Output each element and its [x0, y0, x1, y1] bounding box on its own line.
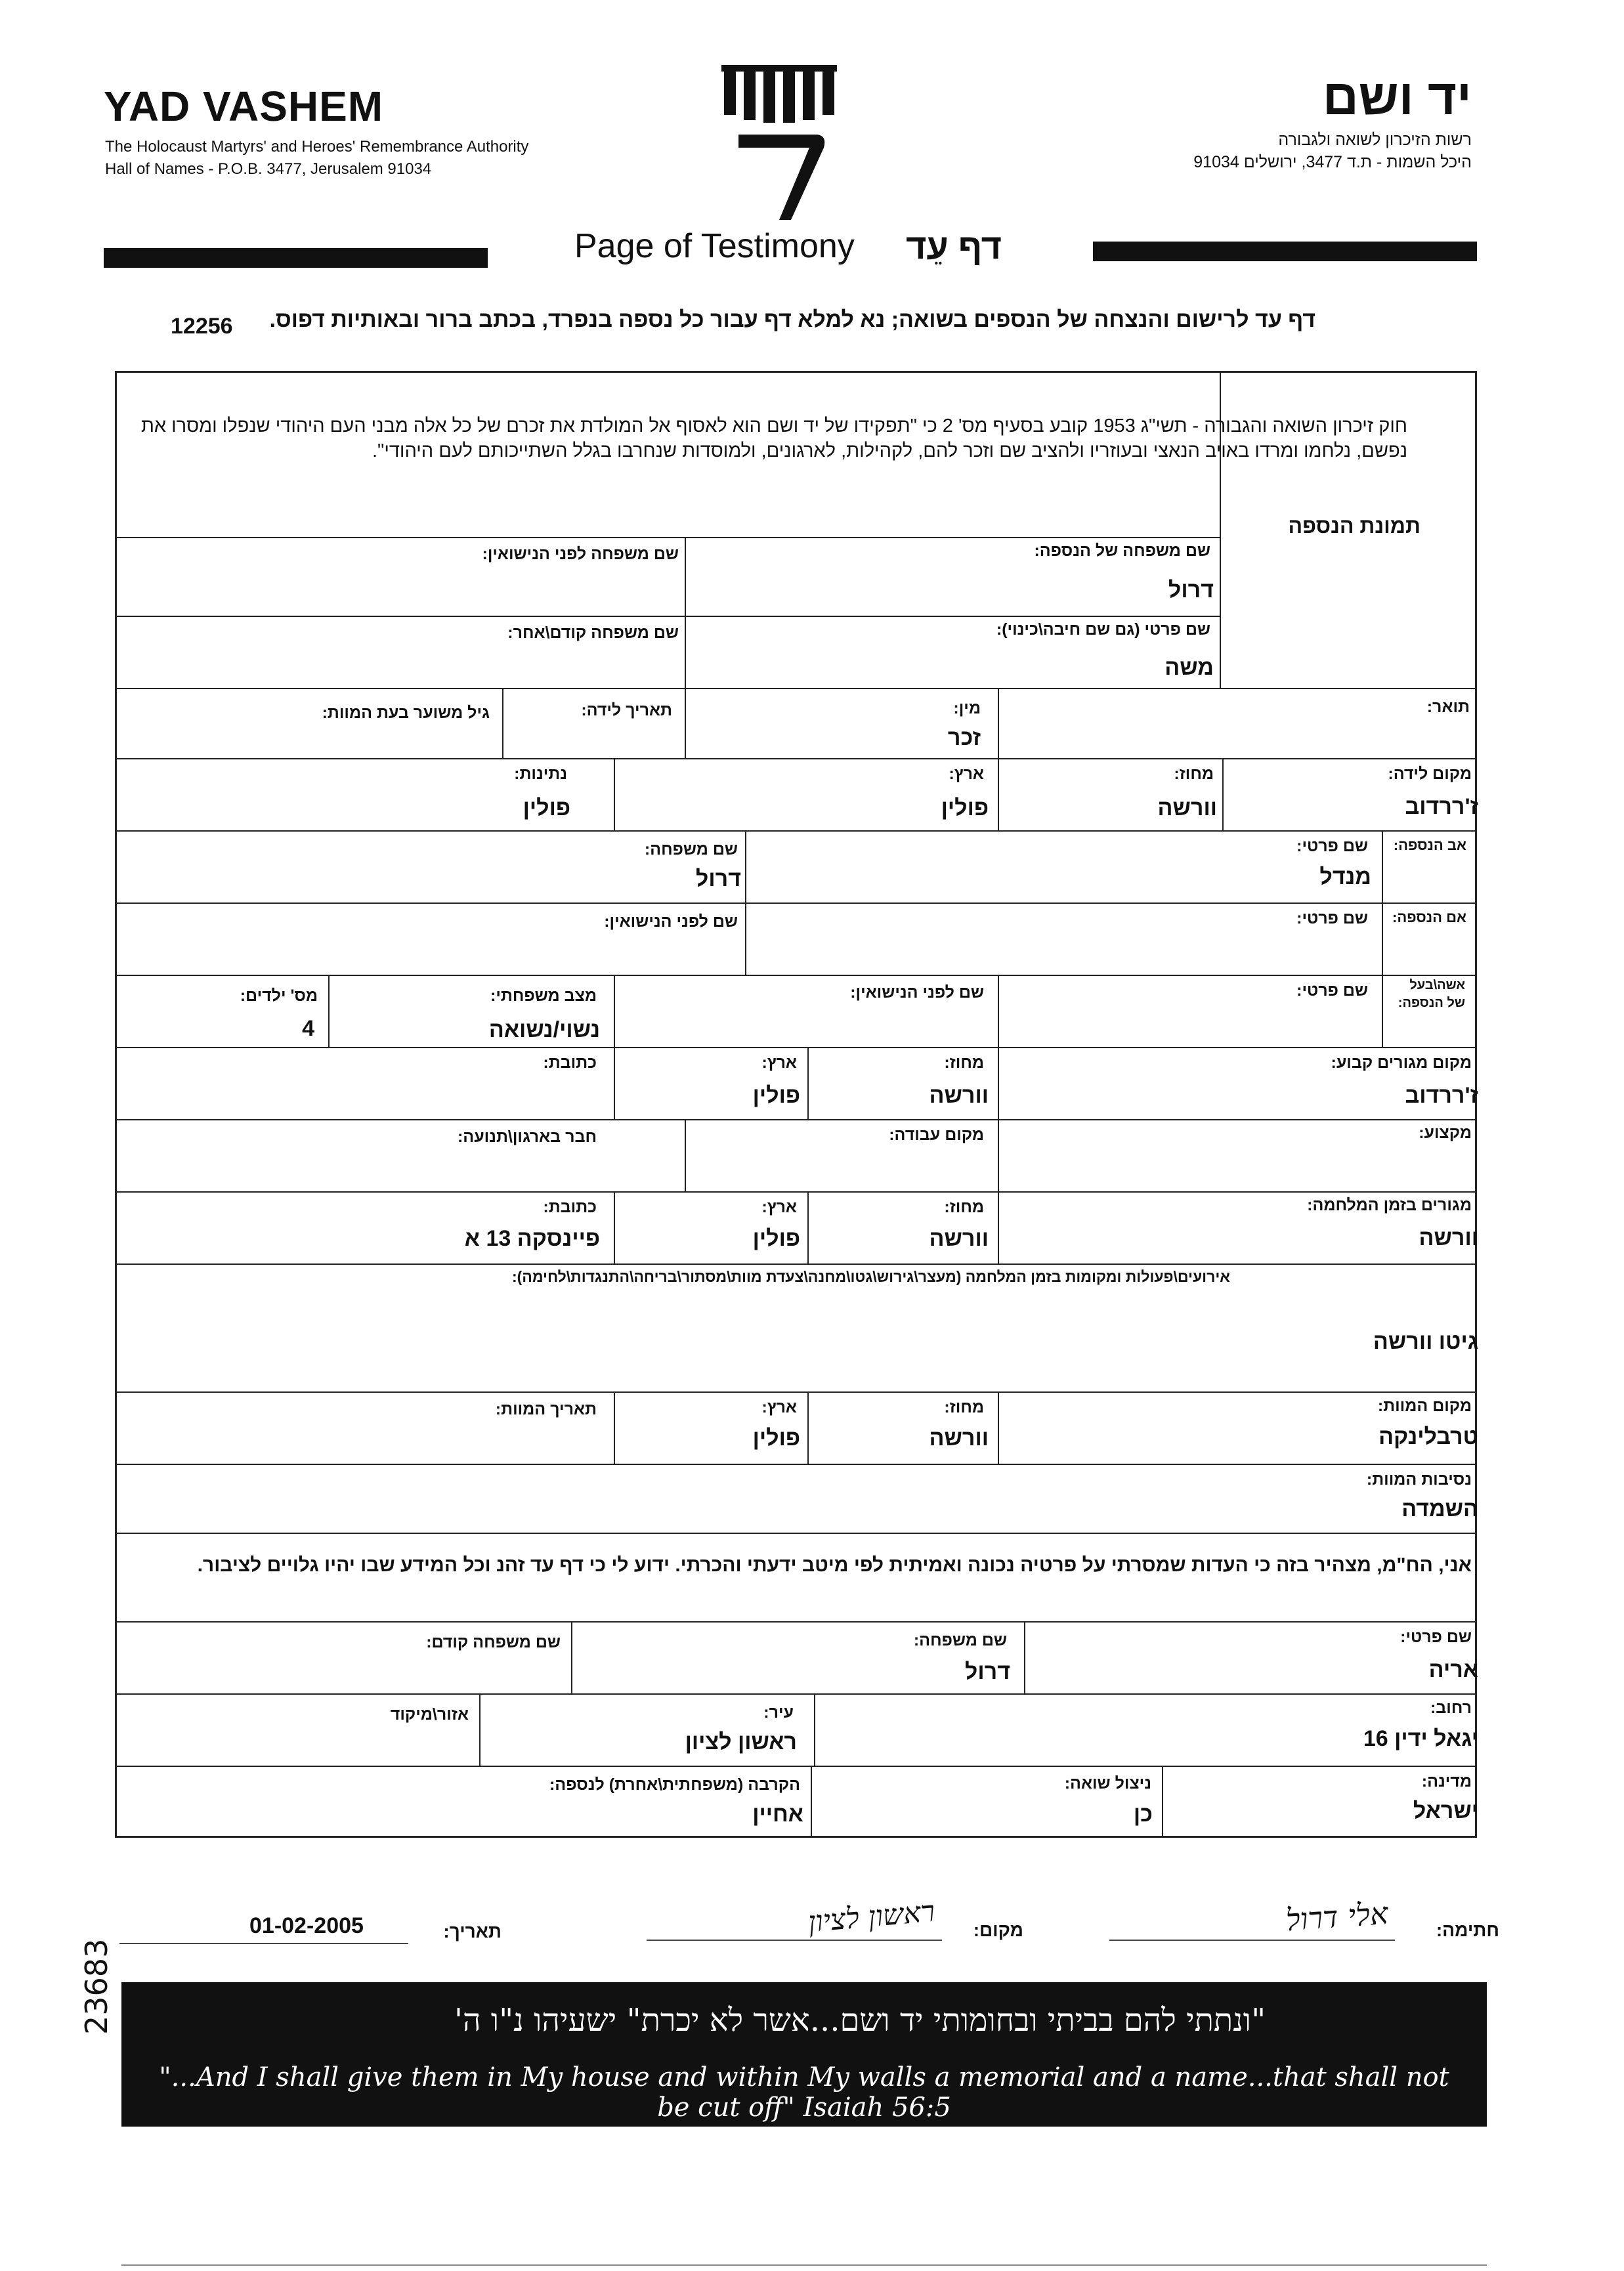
wartime-place-label: מגורים בזמן המלחמה:: [1307, 1196, 1472, 1214]
submitter-country-label: מדינה:: [1421, 1772, 1472, 1791]
residence-district: וורשה: [929, 1083, 989, 1108]
submitter-city: ראשון לציון: [685, 1730, 797, 1754]
footer-quote-box: [121, 1982, 1487, 2127]
page-title-he: דף עֵד: [906, 227, 1002, 266]
spouse-maiden-name-label: שם לפני הנישואין:: [850, 983, 984, 1002]
victim-family-name-label: שם משפחה של הנספה:: [1034, 541, 1210, 560]
nationality-label: נתינות:: [514, 765, 567, 783]
workplace-label: מקום עבודה:: [889, 1126, 984, 1144]
victim-gender-label: מין:: [953, 699, 981, 717]
victim-title-label: תואר:: [1426, 698, 1470, 716]
victim-prev-family-label: שם משפחה קודם\אחר:: [507, 624, 679, 642]
wartime-place: וורשה: [1419, 1225, 1478, 1250]
bottom-edge-line: [121, 2264, 1487, 2266]
submitter-first-name: אריה: [1428, 1657, 1478, 1682]
birth-place: ז'ררדוב: [1405, 794, 1478, 819]
mother-first-name-label: שם פרטי:: [1296, 909, 1368, 927]
residence-country-label: ארץ:: [761, 1053, 797, 1072]
mother-row-label: אם הנספה:: [1392, 909, 1466, 925]
father-family-name: דרול: [695, 866, 741, 891]
place-handwriting: ראשון לציון: [806, 1894, 936, 1940]
law-text: חוק זיכרון השואה והגבורה - תשי"ג 1953 קובע בסעיף מס' 2 כי "תפקידו של יד ושם הוא לאסוף אל המולדת את זכרם של כל אלה מבני העם היהודי שנפלו ומסרו את נפשם, נלחמו ומרדו באויב הנאצי ובעוזריו ולהציב שם וזכר להם, לקהילות, לארגונים, ולמוסדות שנחרבו בגלל השתייכותם לעם היהודי".: [140, 415, 1407, 461]
birth-country-label: ארץ:: [949, 765, 984, 783]
form-number: 12256: [171, 314, 233, 339]
yad-vashem-logo-icon: [719, 62, 844, 223]
birth-district: וורשה: [1157, 796, 1217, 820]
birth-district-label: מחוז:: [1174, 765, 1214, 783]
victim-first-name: משה: [1165, 655, 1214, 680]
children-label: מס' ילדים:: [240, 987, 318, 1005]
victim-first-name-label: שם פרטי (גם שם חיבה\כינוי):: [996, 620, 1210, 639]
mother-maiden-name-label: שם לפני הנישואין:: [604, 912, 738, 931]
spouse-first-name-label: שם פרטי:: [1296, 981, 1368, 1000]
wartime-events-label: אירועים\פעולות ומקומות בזמן המלחמה (מעצר\גירוש\גטו\מחנה\צעדת מוות\מסתור\בריחה\התנגדות\לחימה):: [511, 1268, 1230, 1285]
page-title-en: Page of Testimony: [574, 227, 855, 265]
victim-age-label: גיל משוער בעת המוות:: [322, 704, 490, 722]
spouse-row-label-2: של הנספה:: [1398, 996, 1465, 1010]
children-count: 4: [302, 1016, 314, 1041]
death-circumstances-label: נסיבות המוות:: [1366, 1470, 1472, 1489]
wartime-district-label: מחוז:: [944, 1198, 984, 1216]
relation-value: אחיין: [752, 1802, 803, 1827]
footer-quote-he: "ונתתי להם בביתי ובחומותי יד ושם...אשר לא יכרת" ישעיהו נ"ו ה': [454, 2002, 1266, 2039]
submitter-zip-label: אזור\מיקוד: [390, 1705, 469, 1724]
org-subtitle-he: רשות הזיכרון לשואה ולגבורה: [1278, 131, 1472, 149]
instructions-text: דף עד לרישום והנצחה של הנספים בשואה; נא למלא דף עבור כל נספה בנפרד, בכתב ברור ובאותיות דפוס.: [269, 307, 1315, 332]
org-address-he: היכל השמות - ת.ד 3477, ירושלים 91034: [1193, 153, 1472, 171]
father-first-name-label: שם פרטי:: [1296, 837, 1368, 855]
submitter-country: ישראל: [1413, 1798, 1478, 1823]
org-name-he: יד ושם: [1322, 70, 1472, 125]
submitter-first-name-label: שם פרטי:: [1400, 1628, 1472, 1646]
nationality: פולין: [523, 796, 570, 820]
residence-address-label: כתובת:: [543, 1053, 597, 1072]
residence-place: ז'ררדוב: [1405, 1083, 1478, 1108]
residence-country: פולין: [752, 1083, 800, 1108]
wartime-country-label: ארץ:: [761, 1198, 797, 1216]
org-name-en: YAD VASHEM: [104, 83, 384, 130]
death-circumstances: השמדה: [1401, 1496, 1478, 1521]
father-row-label: אב הנספה:: [1393, 837, 1466, 853]
date-label: תאריך:: [443, 1921, 502, 1942]
profession-label: מקצוע:: [1419, 1124, 1472, 1142]
death-country: פולין: [752, 1426, 800, 1451]
victim-birth-date-label: תאריך לידה:: [581, 701, 672, 719]
victim-gender: זכר: [947, 725, 981, 750]
submitter-city-label: עיר:: [763, 1703, 794, 1722]
victim-maiden-name-label: שם משפחה לפני הנישואין:: [482, 545, 679, 563]
org-subtitle-en: The Holocaust Martyrs' and Heroes' Remembrance Authority: [105, 138, 529, 156]
side-number: 23683: [79, 1938, 114, 2035]
footer-quote-en: "...And I shall give them in My house and within My walls a memorial and a name...that shall not be cut off" Isaiah 56:5: [159, 2062, 1449, 2123]
death-date-label: תאריך המוות:: [495, 1400, 597, 1418]
relation-label: הקרבה (משפחתית\אחרת) לנספה:: [549, 1775, 800, 1794]
victim-family-name: דרול: [1168, 578, 1214, 603]
photo-label: תמונת הנספה: [1288, 514, 1421, 538]
wartime-country: פולין: [752, 1226, 800, 1251]
father-family-name-label: שם משפחה:: [644, 840, 738, 859]
birth-place-label: מקום לידה:: [1388, 765, 1472, 783]
wartime-events: גיטו וורשה: [1373, 1329, 1478, 1354]
submitter-family-name-label: שם משפחה:: [913, 1631, 1007, 1649]
organization-label: חבר בארגון\תנועה:: [457, 1128, 597, 1146]
signature-label: חתימה:: [1436, 1920, 1499, 1940]
submitter-family-name: דרול: [964, 1659, 1010, 1684]
title-bar-left: [104, 248, 488, 268]
submitter-prev-family-label: שם משפחה קודם:: [426, 1633, 561, 1651]
wartime-address-label: כתובת:: [543, 1198, 597, 1216]
survivor-label: ניצול שואה:: [1064, 1774, 1151, 1793]
death-place-label: מקום המוות:: [1377, 1397, 1472, 1415]
father-first-name: מנדל: [1319, 864, 1371, 889]
residence-place-label: מקום מגורים קבוע:: [1331, 1053, 1472, 1072]
wartime-district: וורשה: [929, 1226, 989, 1251]
death-country-label: ארץ:: [761, 1398, 797, 1416]
signature-date: 01-02-2005: [249, 1913, 364, 1938]
place-label: מקום:: [973, 1920, 1023, 1940]
declaration-text: אני, הח"מ, מצהיר בזה כי העדות שמסרתי על פרטיה נכונה ואמיתית לפי מיטב ידעתי והכרתי. ידוע לי כי דף עד זהנ וכל המידע שבו יהיו גלויים לציבור.: [197, 1554, 1472, 1576]
survivor-value: כן: [1133, 1802, 1153, 1827]
spouse-row-label: אשה\בעל: [1409, 978, 1465, 992]
title-bar-right: [1093, 242, 1477, 261]
birth-country: פולין: [941, 796, 989, 820]
submitter-street-label: רחוב:: [1430, 1699, 1472, 1717]
death-district-label: מחוז:: [944, 1398, 984, 1416]
death-district: וורשה: [929, 1426, 989, 1451]
death-place: טרבלינקה: [1378, 1424, 1478, 1449]
org-address-en: Hall of Names - P.O.B. 3477, Jerusalem 91034: [105, 160, 432, 178]
wartime-address: פיינסקה 13 א: [464, 1226, 600, 1251]
submitter-street: יגאל ידין 16: [1363, 1726, 1478, 1751]
residence-district-label: מחוז:: [944, 1053, 984, 1072]
marital-status: נשוי/נשואה: [488, 1017, 600, 1042]
marital-status-label: מצב משפחתי:: [490, 987, 597, 1005]
signature-handwriting: אלי דרול: [1284, 1895, 1389, 1938]
